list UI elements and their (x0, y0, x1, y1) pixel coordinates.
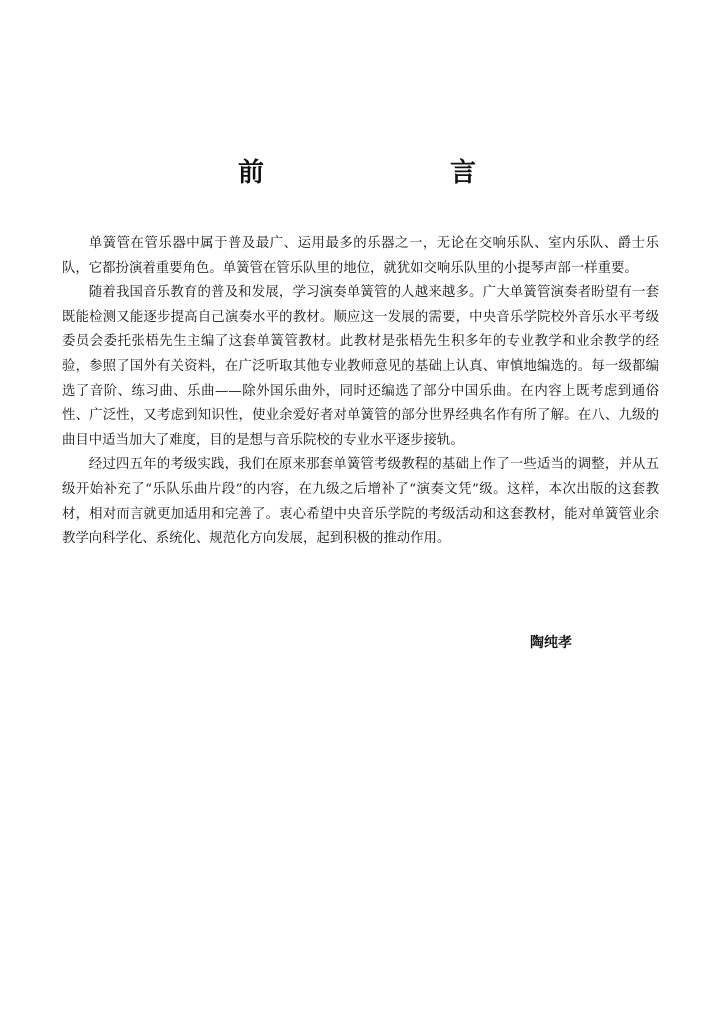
page-title: 前 言 (237, 158, 556, 188)
paragraph: 经过四五年的考级实践，我们在原来那套单簧管考级教程的基础上作了一些适当的调整，并从五级开始补充了“乐队乐曲片段”的内容，在九级之后增补了“演奏文凭”级。这样，本次出版的这套教材，相对而言就更加适用和完善了。衷心希望中央音乐学院的考级活动和这套教材，能对单簧管业余教学向科学化、系统化、规范化方向发展，起到积极的推动作用。 (62, 457, 659, 547)
paragraph: 随着我国音乐教育的普及和发展，学习演奏单簧管的人越来越多。广大单簧管演奏者盼望有一套既能检测又能逐步提高自己演奏水平的教材。顺应这一发展的需要，中央音乐学院校外音乐水平考级委员会委托张梧先生主编了这套单簧管教材。此教材是张梧先生积多年的专业教学和业余教学的经验，参照了国外有关资料，在广泛听取其他专业教师意见的基础上认真、审慎地编选的。每一级都编选了音阶、练习曲、乐曲——除外国乐曲外，同时还编选了部分中国乐曲。在内容上既考虑到通俗性、广泛性，又考虑到知识性，使业余爱好者对单簧管的部分世界经典名作有所了解。在八、九级的曲目中适当加大了难度，目的是想与音乐院校的专业水平逐步接轨。 (62, 285, 659, 448)
preface-body (62, 232, 659, 552)
paragraph: 单簧管在管乐器中属于普及最广、运用最多的乐器之一，无论在交响乐队、室内乐队、爵士乐队，它都扮演着重要角色。单簧管在管乐队里的地位，就犹如交响乐队里的小提琴声部一样重要。 (62, 236, 659, 276)
author-signature: 陶纯孝 (530, 635, 572, 651)
